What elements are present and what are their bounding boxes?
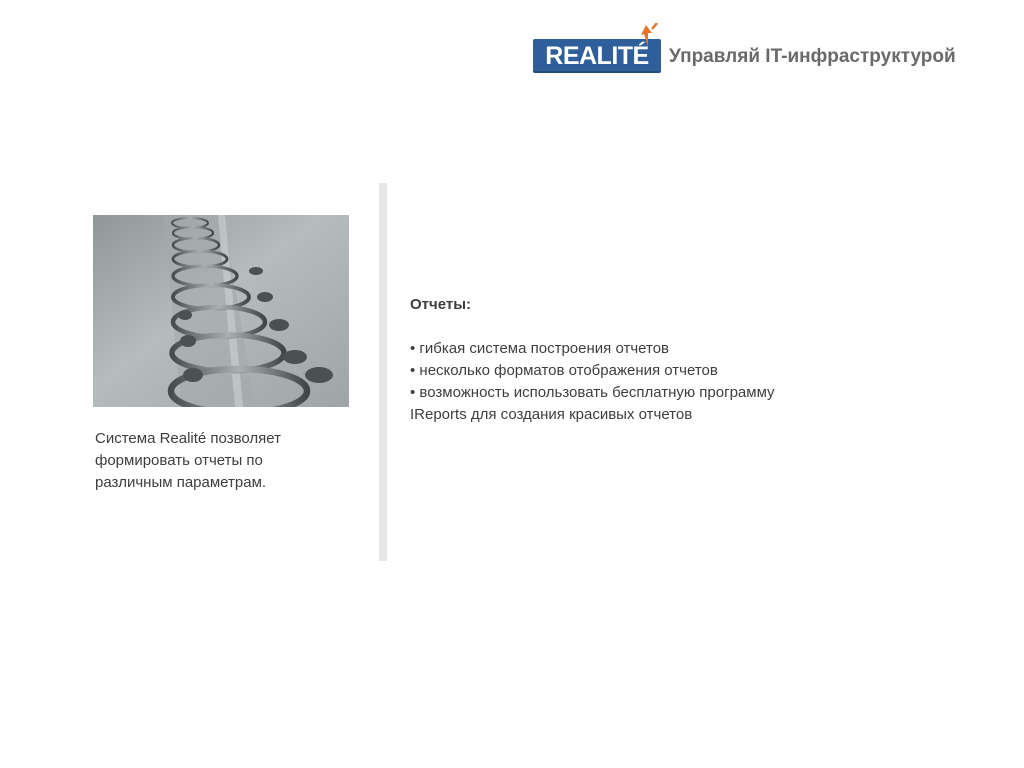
feature-line: IReports для создания красивых отчетов (410, 406, 693, 423)
caption-line: формировать отчеты по (95, 452, 263, 469)
vertical-divider (379, 183, 387, 561)
logo-text: REALITÉ (545, 42, 649, 70)
spiral-binding-photo (93, 215, 349, 407)
spiral-binding-image (93, 215, 349, 407)
reports-title: Отчеты: (410, 296, 472, 313)
feature-line: • гибкая система построения отчетов (410, 340, 669, 357)
caption-line: различным параметрам. (95, 474, 267, 491)
feature-line: • возможность использовать бесплатную программу (410, 384, 775, 401)
reports-section (410, 294, 890, 426)
arrow-accent-icon (640, 23, 658, 47)
tagline: Управляй IT-инфраструктурой (669, 46, 956, 67)
photo-caption (95, 428, 360, 494)
feature-line: • несколько форматов отображения отчетов (410, 362, 718, 379)
caption-line: Система Realité позволяет (95, 430, 282, 447)
realite-logo (533, 39, 661, 73)
header (533, 22, 956, 74)
